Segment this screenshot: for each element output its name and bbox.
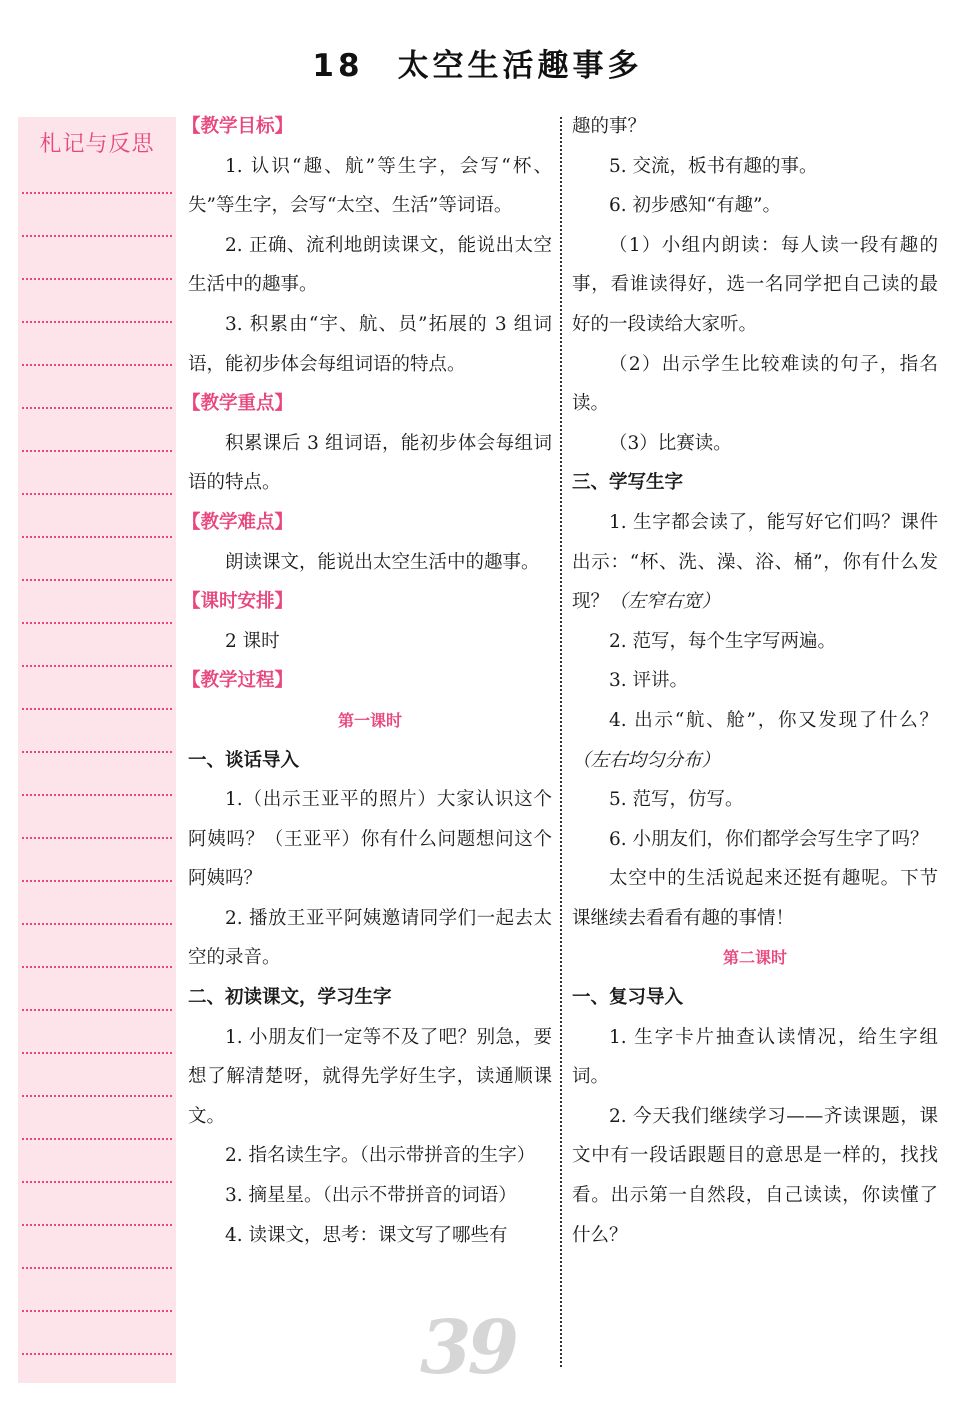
note-line (22, 708, 172, 710)
section-tag-process: 【教学过程】 (182, 670, 294, 692)
paragraph: 2. 播放王亚平阿姨邀请同学们一起去太空的录音。 (188, 907, 552, 969)
note-line (22, 1224, 172, 1226)
difficulties-text: 朗读课文，能说出太空生活中的趣事。 (225, 551, 540, 573)
note-line (22, 751, 172, 753)
paragraph-note: （左右均匀分布） (572, 749, 721, 771)
schedule-text: 2 课时 (225, 630, 280, 652)
paragraph: 6. 小朋友们，你们都学会写生字了吗？ (609, 828, 929, 850)
paragraph: 3. 摘星星。（出示不带拼音的词语） (225, 1185, 517, 1207)
section-heading: 一、谈话导入 (188, 749, 300, 771)
note-line (22, 1267, 172, 1269)
note-line (22, 450, 172, 452)
right-column (572, 107, 938, 1255)
note-line (22, 1353, 172, 1355)
note-line (22, 1009, 172, 1011)
goal-item: 1. 认识“趣、航”等生字，会写“杯、失”等生字，会写“太空、生活”等词语。 (188, 155, 552, 217)
note-line (22, 493, 172, 495)
goal-item: 3. 积累由“宇、航、员”拓展的 3 组词语，能初步体会每组词语的特点。 (188, 313, 552, 375)
note-line (22, 622, 172, 624)
notes-sidebar (18, 117, 176, 1383)
note-line (22, 321, 172, 323)
paragraph: 2. 范写，每个生字写两遍。 (609, 630, 837, 652)
paragraph (572, 503, 938, 622)
paragraph: 1.（出示王亚平的照片）大家认识这个阿姨吗？（王亚平）你有什么问题想问这个阿姨吗？ (188, 789, 552, 890)
paragraph: 1. 生字卡片抽查认读情况，给生字组词。 (572, 1026, 938, 1088)
note-line (22, 1181, 172, 1183)
column-divider (560, 117, 562, 1367)
paragraph-note: （左窄右宽） (609, 591, 721, 613)
note-line (22, 579, 172, 581)
page-number: 39 (420, 1305, 515, 1391)
note-line (22, 364, 172, 366)
paragraph: （1）小组内朗读：每人读一段有趣的事，看谁读得好，选一名同学把自己读的最好的一段读给大家听。 (572, 234, 938, 335)
paragraph-text: 1. 生字都会读了，能写好它们吗？课件出示：“杯、洗、澡、浴、桶”，你有什么发现？ (572, 511, 938, 613)
note-line (22, 880, 172, 882)
note-line (22, 966, 172, 968)
note-line (22, 407, 172, 409)
paragraph: 3. 评讲。 (609, 670, 689, 692)
paragraph: 2. 指名读生字。（出示带拼音的生字） (225, 1145, 536, 1167)
note-line (22, 192, 172, 194)
note-line (22, 278, 172, 280)
note-line (22, 1052, 172, 1054)
paragraph: 趣的事？ (572, 116, 647, 137)
lesson-title (0, 40, 955, 85)
key-points-text: 积累课后 3 组词语，能初步体会每组词语的特点。 (188, 432, 552, 494)
section-heading: 三、学写生字 (572, 472, 684, 494)
lesson-heading-2: 第二课时 (722, 948, 787, 968)
lesson-number: 18 (312, 48, 364, 84)
section-heading: 二、初读课文，学习生字 (188, 987, 392, 1009)
paragraph: 2. 今天我们继续学习——齐读课题，课文中有一段话跟题目的意思是一样的，找找看。出示第一自然段，自己读读，你读懂了什么？ (572, 1105, 938, 1246)
paragraph: 5. 范写，仿写。 (609, 789, 744, 811)
paragraph: 1. 小朋友们一定等不及了吧？别急，要想了解清楚呀，就得先学好生字，读通顺课文。 (188, 1026, 552, 1127)
section-tag-key-points: 【教学重点】 (182, 393, 294, 415)
note-line (22, 923, 172, 925)
section-tag-goals: 【教学目标】 (182, 116, 294, 137)
sidebar-heading: 札记与反思 (39, 132, 155, 157)
paragraph: （2）出示学生比较难读的句子，指名读。 (572, 353, 938, 415)
section-tag-difficulties: 【教学难点】 (182, 511, 294, 533)
paragraph: （3）比赛读。 (609, 432, 732, 454)
lesson-title-text: 太空生活趣事多 (397, 48, 643, 84)
paragraph: 太空中的生活说起来还挺有趣呢。下节课继续去看看有趣的事情！ (572, 868, 938, 929)
paragraph-text: 4. 出示“航、舱”，你又发现了什么？ (609, 709, 938, 731)
section-tag-schedule: 【课时安排】 (182, 591, 294, 613)
left-column (182, 107, 552, 1255)
note-line (22, 1095, 172, 1097)
paragraph: 6. 初步感知“有趣”。 (609, 195, 781, 217)
section-heading: 一、复习导入 (572, 987, 684, 1009)
note-line (22, 665, 172, 667)
note-line (22, 794, 172, 796)
paragraph: 4. 读课文，思考：课文写了哪些有 (225, 1224, 508, 1246)
note-line (22, 1310, 172, 1312)
lesson-heading-1: 第一课时 (337, 710, 402, 730)
paragraph: 5. 交流，板书有趣的事。 (609, 155, 818, 177)
goal-item: 2. 正确、流利地朗读课文，能说出太空生活中的趣事。 (188, 234, 552, 296)
note-line (22, 536, 172, 538)
note-line (22, 1138, 172, 1140)
note-line (22, 837, 172, 839)
paragraph (572, 701, 938, 780)
note-line (22, 235, 172, 237)
